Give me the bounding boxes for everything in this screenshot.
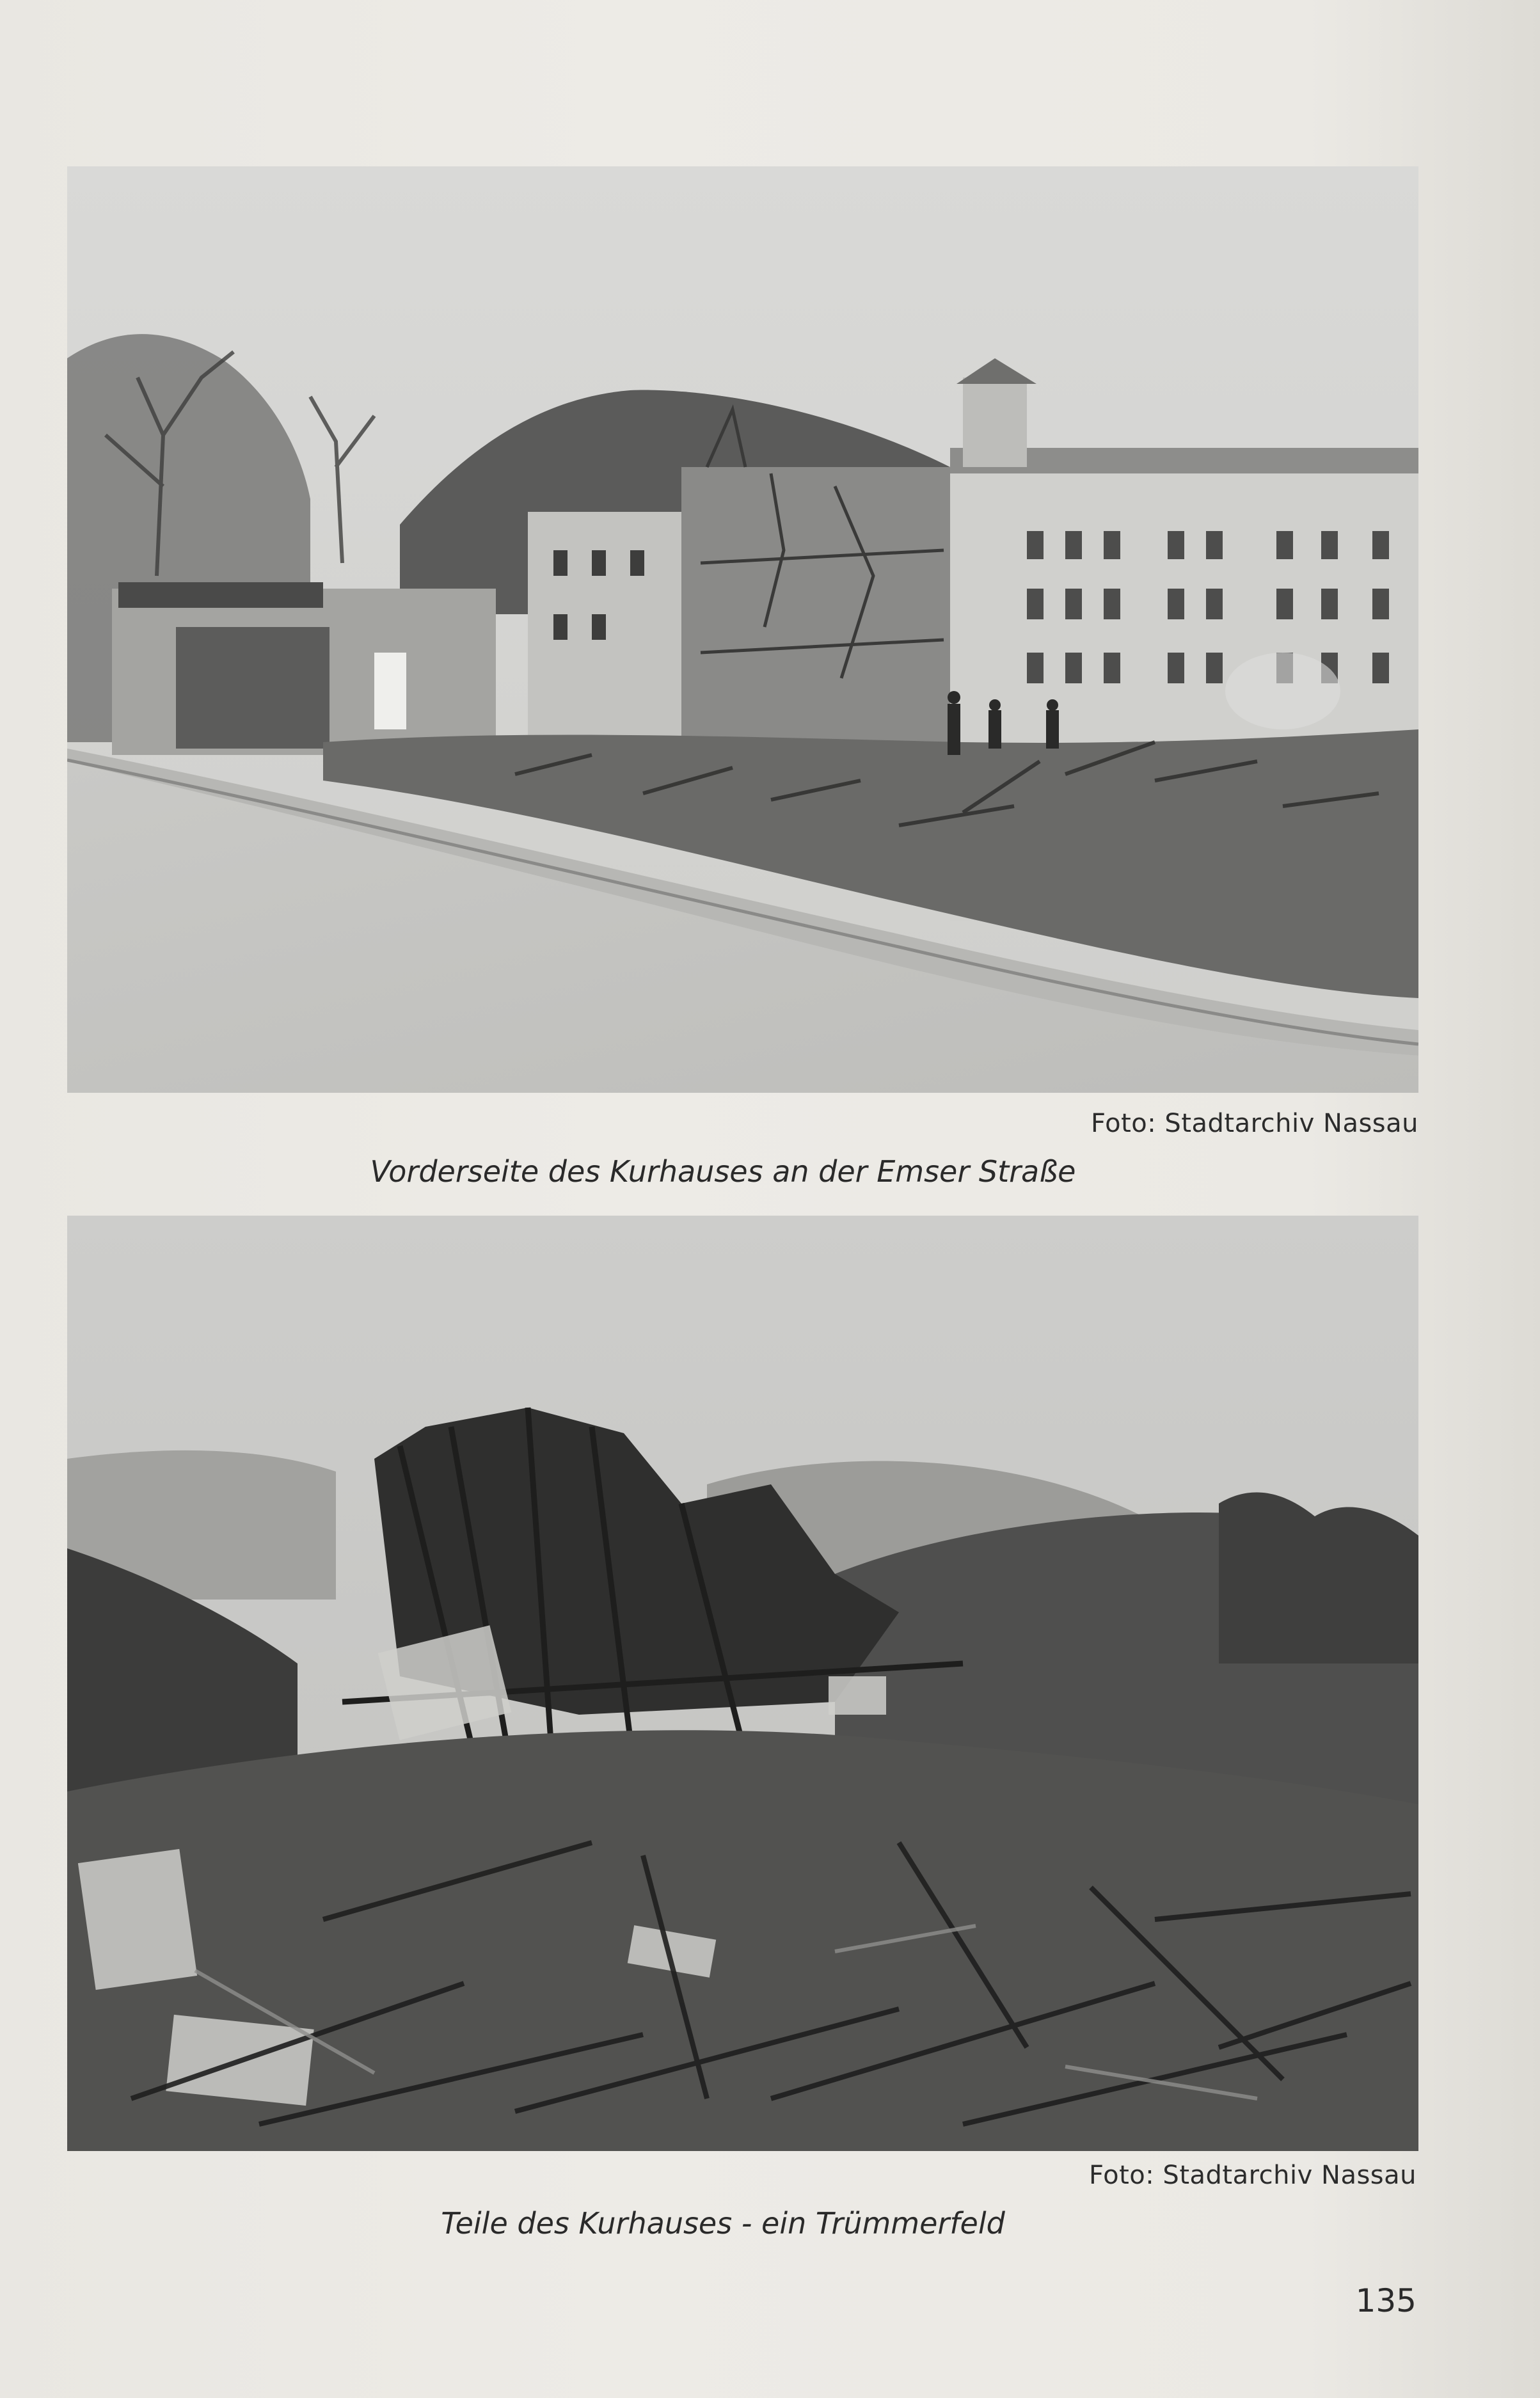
photo-credit: Foto: Stadtarchiv Nassau	[1091, 1109, 1418, 1138]
photo-kurhaus-front	[67, 166, 1418, 1093]
photo-kurhaus-front-image	[67, 166, 1418, 1093]
photo-rubble-field-image	[67, 1216, 1418, 2151]
figure-caption: Teile des Kurhauses - ein Trümmerfeld	[441, 2206, 1005, 2241]
photo-credit: Foto: Stadtarchiv Nassau	[1089, 2161, 1417, 2190]
page-number: 135	[1355, 2282, 1417, 2319]
photo-rubble-field	[67, 1216, 1418, 2151]
figure-caption: Vorderseite des Kurhauses an der Emser Straße	[370, 1154, 1076, 1189]
